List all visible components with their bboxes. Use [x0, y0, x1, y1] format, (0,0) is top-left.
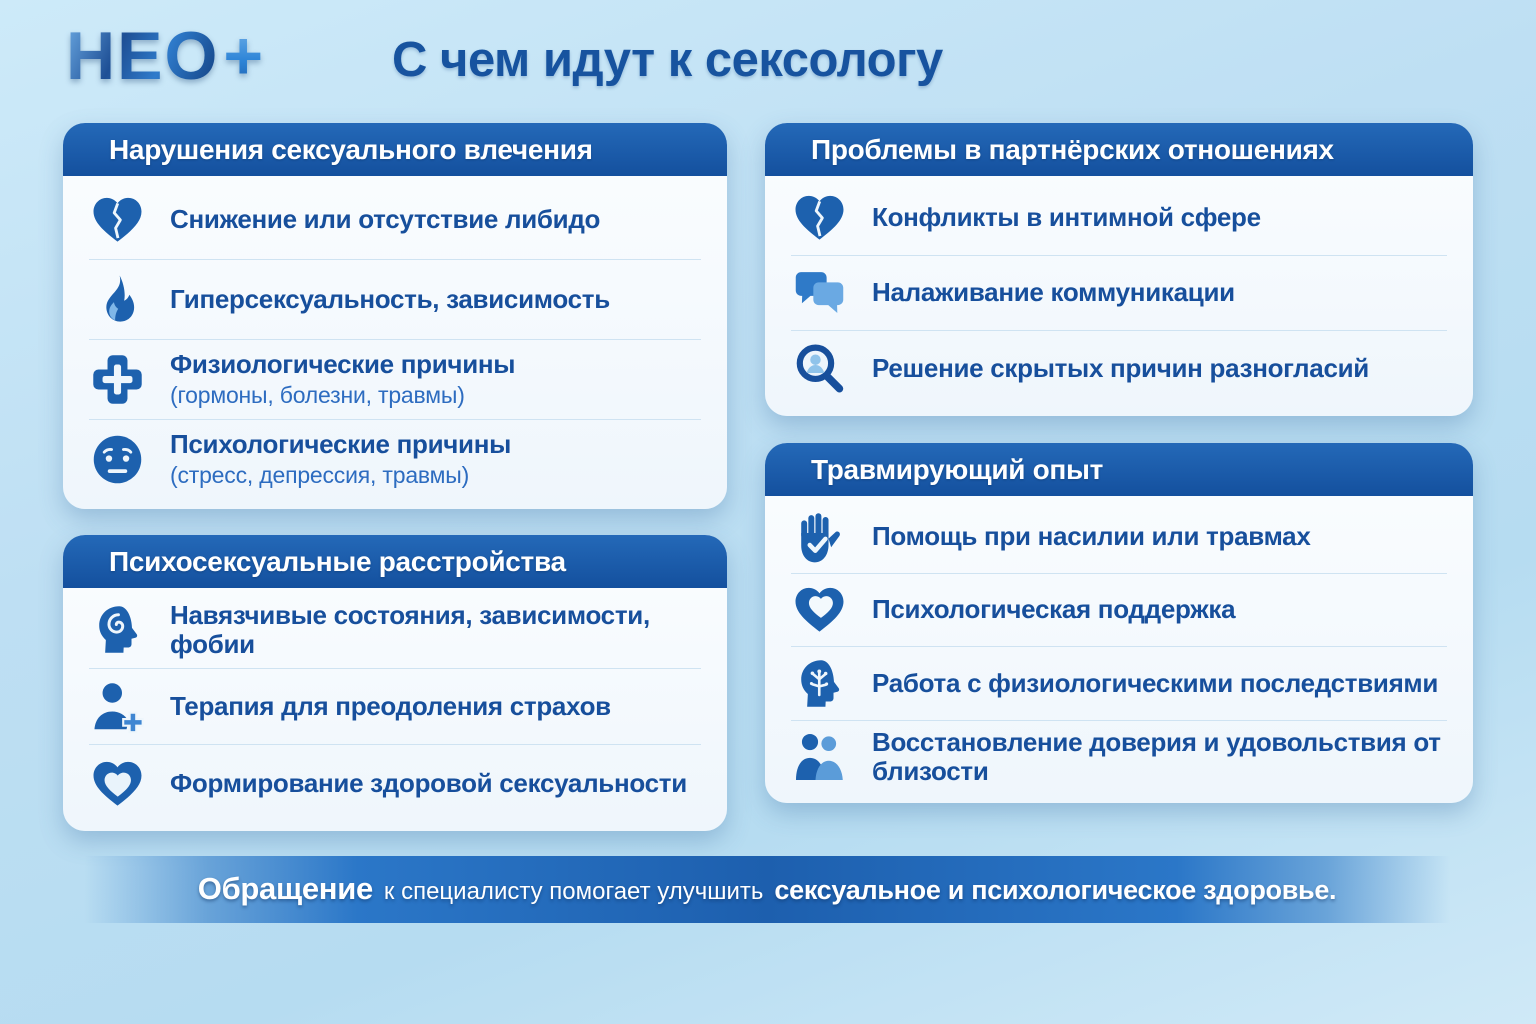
chat-bubbles-icon — [791, 265, 848, 322]
list-item-text: Навязчивые состояния, зависимости, фобии — [170, 599, 650, 659]
card-partner-relationship-problems — [765, 123, 1473, 416]
couple-icon — [791, 728, 848, 785]
list-item — [791, 255, 1447, 331]
footer-lead-text: Обращение — [197, 871, 373, 906]
footer-banner — [84, 856, 1450, 923]
stop-hand-icon — [791, 508, 848, 565]
card-title: Психосексуальные расстройства — [63, 535, 727, 588]
list-item-text: Формирование здоровой сексуальности — [170, 767, 687, 798]
list-item — [89, 592, 701, 668]
worried-face-icon — [89, 431, 146, 488]
magnifier-person-icon — [791, 340, 848, 397]
list-item — [791, 500, 1447, 573]
broken-heart-icon — [791, 189, 848, 246]
broken-heart-icon — [89, 191, 146, 248]
card-traumatic-experience — [765, 443, 1473, 803]
footer-middle-text: к специалисту помогает улучшить — [383, 878, 764, 905]
list-item-text: Помощь при насилии или травмах — [872, 520, 1311, 551]
list-item-text: Работа с физиологическими последствиями — [872, 667, 1439, 698]
medical-cross-icon — [89, 351, 146, 408]
head-tree-icon — [791, 655, 848, 712]
list-item-text: Физиологические причины — [170, 348, 516, 379]
list-item-text: Конфликты в интимной сфере — [872, 201, 1261, 232]
list-item-text: Психологическая поддержка — [872, 594, 1236, 625]
list-item — [89, 180, 701, 259]
card-psychosexual-disorders — [63, 535, 727, 831]
list-item-text: Психологические причины — [170, 428, 512, 459]
list-item-text: Решение скрытых причин разногласий — [872, 353, 1369, 384]
list-item — [791, 330, 1447, 406]
list-item-text: Терапия для преодоления страхов — [170, 690, 611, 721]
supportive-heart-icon — [791, 581, 848, 638]
list-item — [89, 339, 701, 419]
page-title: С чем идут к сексологу — [392, 33, 943, 87]
list-item — [791, 720, 1447, 794]
logo-plus-icon: + — [223, 18, 264, 94]
list-item — [89, 419, 701, 499]
card-title: Нарушения сексуального влечения — [63, 123, 727, 176]
list-item-text: Налаживание коммуникации — [872, 277, 1235, 308]
list-item — [791, 646, 1447, 720]
heart-in-heart-icon — [89, 755, 146, 812]
logo-text: НЕО — [66, 18, 220, 94]
list-item — [791, 573, 1447, 647]
card-title: Проблемы в партнёрских отношениях — [765, 123, 1473, 176]
head-spiral-icon — [89, 601, 146, 658]
card-sexual-desire-disorders — [63, 123, 727, 509]
footer-emphasis-text: сексуальное и психологическое здоровье. — [774, 875, 1337, 905]
card-body — [63, 176, 727, 509]
card-body — [63, 588, 727, 831]
card-body — [765, 176, 1473, 416]
person-plus-icon — [89, 678, 146, 735]
card-body — [765, 496, 1473, 803]
list-item — [89, 668, 701, 745]
flame-icon — [89, 271, 146, 328]
list-item-text: Гиперсексуальность, зависимость — [170, 283, 610, 314]
list-item — [89, 259, 701, 339]
list-item-subtext: (гормоны, болезни, травмы) — [170, 382, 465, 409]
list-item — [89, 744, 701, 821]
neo-plus-logo — [66, 18, 264, 94]
list-item-text: Восстановление доверия и удовольствия от близости — [872, 726, 1441, 786]
list-item-subtext: (стресс, депрессия, травмы) — [170, 462, 470, 489]
list-item-text: Снижение или отсутствие либидо — [170, 203, 601, 234]
card-title: Травмирующий опыт — [765, 443, 1473, 496]
list-item — [791, 180, 1447, 255]
